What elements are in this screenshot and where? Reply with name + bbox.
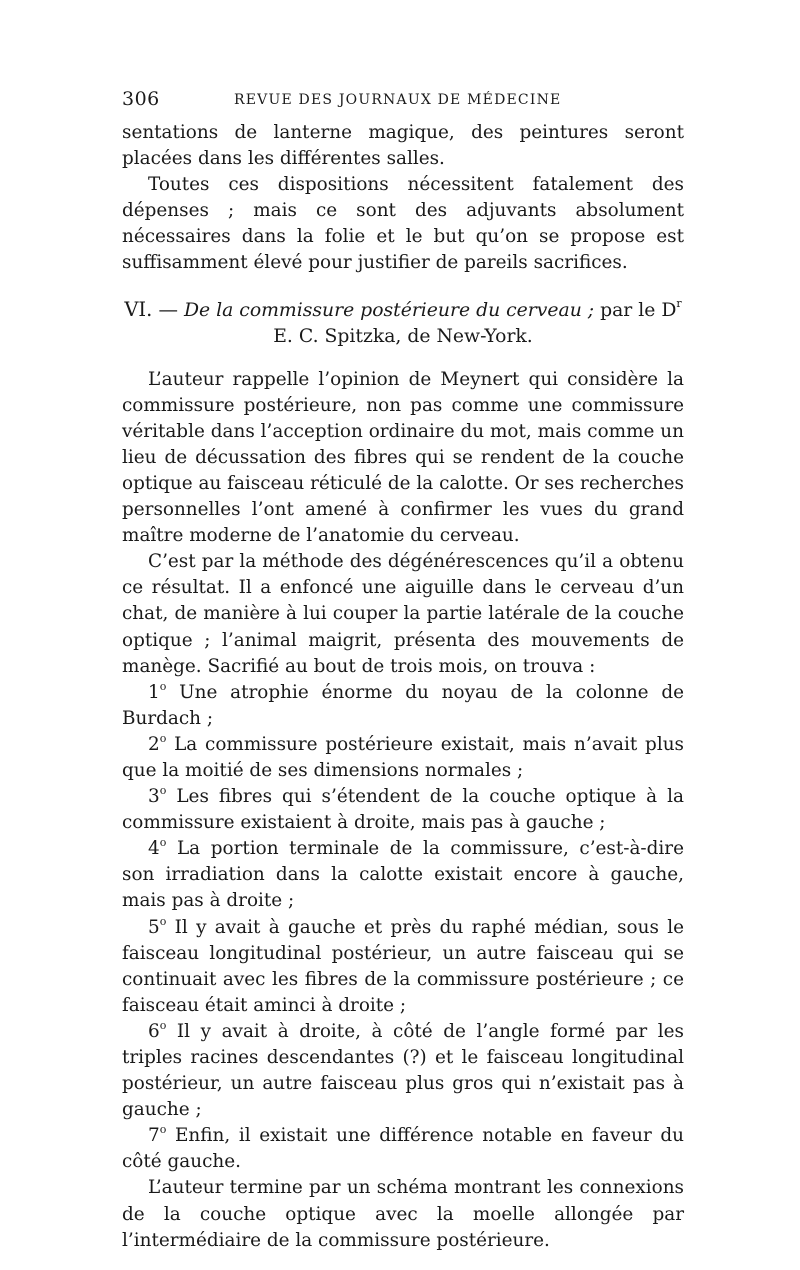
finding-text: Les fibres qui s’étendent de la couche optique à la commissure existaient à droite, mais pas à gauche ; [122,786,684,834]
running-head [122,88,684,118]
author-prefix: par le D [600,299,677,321]
section-title: De la commissure postérieure du cerveau ; [183,299,595,321]
continued-paragraph: sentations de lanterne magique, des peintures seront placées dans les différentes salles. [122,122,684,170]
finding-item: 7$^o$ Enfin, il existait une différence notable en faveur du côté gauche. [122,1123,684,1173]
finding-item: 2$^o$ La commissure postérieure existait, mais n’avait plus que la moitié de ses dimensions normales ; [122,731,684,781]
journal-title: REVUE DES JOURNAUX DE MÉDECINE [234,92,562,108]
finding-text: La commissure postérieure existait, mais n’avait plus que la moitié de ses dimensions normales ; [122,733,684,781]
finding-text: La portion terminale de la commissure, c’est-à-dire son irradiation dans la calotte existait encore à gauche, mais pas à droite ; [122,838,684,912]
page-number: 306 [122,88,160,110]
finding-number: 3 [148,786,160,808]
author-name: E. C. Spitzka, de New-York. [273,326,533,348]
finding-text: Une atrophie énorme du noyau de la colonne de Burdach ; [122,681,684,729]
author-title-superscript: r [676,296,682,310]
paragraph: Toutes ces dispositions nécessitent fatalement des dépenses ; mais ce sont des adjuvants absolument nécessaires dans la folie et le but qu’on se propose est suffisamment élevé pour justifier de pareils sacrifices. [122,174,684,274]
conclusion-paragraph: L’auteur termine par un schéma montrant les connexions de la couche optique avec la moelle allongée par l’intermédiaire de la commissure postérieure. [122,1177,684,1251]
finding-number: 5 [148,916,160,938]
finding-text: Il y avait à droite, à côté de l’angle formé par les triples racines descendantes (?) et le faisceau longitudinal postérieur, un autre faisceau plus gros qui n’existait pas à gauche ; [122,1020,684,1121]
finding-item: 5$^o$ Il y avait à gauche et près du raphé médian, sous le faisceau longitudinal postérieur, un autre faisceau qui se continuait avec les fibres de la commissure postérieure ; ce faisceau était aminci à droite ; [122,914,684,1016]
finding-number: 2 [148,733,160,755]
section-number: VI. — [124,297,178,321]
finding-item: 3$^o$ Les fibres qui s’étendent de la couche optique à la commissure existaient à droite, mais pas à gauche ; [122,784,684,834]
section-heading [122,297,684,351]
finding-text: Enfin, il existait une différence notable en faveur du côté gauche. [122,1125,684,1173]
finding-number: 4 [148,838,160,860]
finding-item: 4$^o$ La portion terminale de la commissure, c’est-à-dire son irradiation dans la calotte existait encore à gauche, mais pas à droite ; [122,836,684,912]
finding-number: 1 [148,681,160,703]
finding-number: 7 [148,1125,160,1147]
finding-item: 6$^o$ Il y avait à droite, à côté de l’angle formé par les triples racines descendantes (?) et le faisceau longitudinal postérieur, un autre faisceau plus gros qui n’existait pas à gauche ; [122,1018,684,1121]
paragraph: C’est par la méthode des dégénérescences qu’il a obtenu ce résultat. Il a enfoncé une aiguille dans le cerveau d’un chat, de manière à lui couper la partie latérale de la couche optique ; l’animal maigrit, présenta des mouvements de manège. Sacrifié au bout de trois mois, on trouva : [122,551,684,677]
document-page [122,88,684,1254]
finding-text: Il y avait à gauche et près du raphé médian, sous le faisceau longitudinal postérieur, un autre faisceau qui se continuait avec les fibres de la commissure postérieure ; ce faisceau était aminci à droite ; [122,916,684,1016]
finding-number: 6 [148,1020,160,1042]
paragraph: L’auteur rappelle l’opinion de Meynert qui considère la commissure postérieure, non pas comme une commissure véritable dans l’acception ordinaire du mot, mais comme un lieu de décussation des fibres qui se rendent de la couche optique au faisceau réticulé de la calotte. Or ses recherches personnelles l’ont amené à confirmer les vues du grand maître moderne de l’anatomie du cerveau. [122,368,684,547]
finding-item: 1$^o$ Une atrophie énorme du noyau de la colonne de Burdach ; [122,679,684,729]
